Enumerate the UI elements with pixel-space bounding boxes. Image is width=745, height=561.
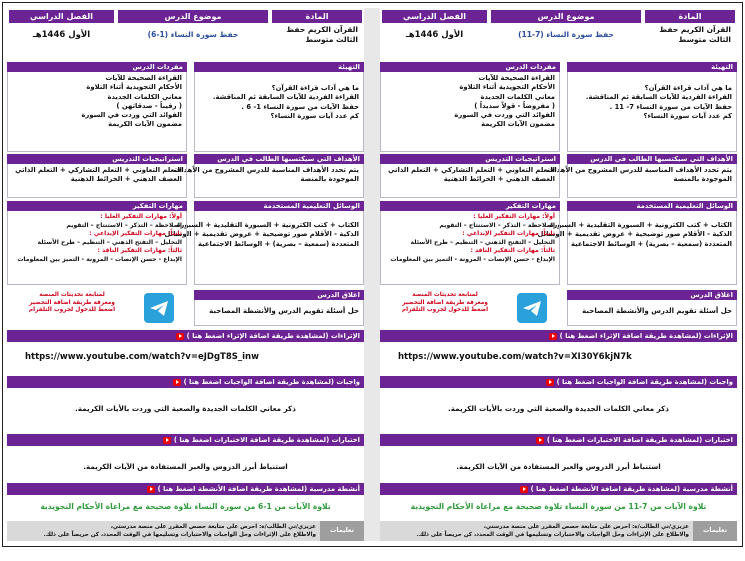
activities-text: تلاوة الآيات من 1-6 من سورة النساء تلاوة صحيحة مع مراعاة الأحكام التجويدية [40,502,331,511]
aids-box [537,211,737,285]
closure-title: اغلاق الدرس [194,290,364,300]
intro-line: حفظ الآيات من سورة النساء 1- 6 . [241,102,359,111]
objectives-line: يتم تحدد الأهداف المناسبة للدرس المشروح من الأهداف [546,166,732,174]
thinking-heading: ثالثاً: مهارات التفكير الناقد : [97,247,182,255]
youtube-icon[interactable] [546,379,554,386]
youtube-icon[interactable] [549,333,557,340]
enrichment-title: الإثراءات (لمشاهدة طريقة اضافة الإثراء اضغط هنا ) [186,332,360,340]
tests-title: اختبارات (لمشاهدة طريقة اضافة الاختبارات اضغط هنا ) [546,436,733,444]
topic-value: حفظ سورة النساء (7-11) [518,30,614,39]
vocab-line: معاني الكلمات الجديدة [480,92,555,101]
intro-line: القراءة الفردية للآيات السابقة ثم المناقشة. [212,93,359,102]
telegram-note-line: ومعرفة طريقة اضافة التحضير [29,299,115,306]
thinking-heading: أولاً: مهارات التفكير العليا : [473,213,555,220]
activities-text: تلاوة الآيات من 7-11 من سورة النساء تلاوة صحيحة مع مراعاة الأحكام التجويدية [410,502,707,511]
teacher-instructions-line: والاطلاع على الإثراءات وحل الواجبات والاختبارات وتسليمها في الوقت المحدد، كن حريصاً على ذلك. [43,532,316,538]
telegram-icon[interactable] [144,293,174,323]
teacher-instructions-line: عزيزي/تي الطالب/ة: احرص على متابعة حصص المقرر على منصة مدرستي، [110,524,316,530]
telegram-note-line: ومعرفة طريقة اضافة التحضير [402,299,488,306]
lesson-plan-page-1 [7,8,364,554]
closure-text: حل أسئلة تقويم الدرس والأنشطة المصاحبة [582,307,732,315]
intro-line: حفظ الآيات من سورة النساء 7- 11 . [609,102,732,111]
aids-title: الوسائل التعليمية المستخدمة [567,201,737,211]
aids-line: المتعددة (سمعية – بصرية) + الوسائط الاجتماعية [570,239,732,248]
thinking-heading: أولاً: مهارات التفكير العليا : [100,213,182,220]
strategies-box [7,164,187,198]
aids-box [164,211,364,285]
homework-bar[interactable] [7,376,364,388]
tests-bar[interactable] [380,434,737,446]
closure-box [567,300,737,326]
subject-header: المادة [645,10,735,23]
objectives-title: الأهداف التي سيكتسبها الطالب في الدرس [567,154,737,164]
thinking-line: الملاحظة – التذكر – الاستنتاج – التقويم [66,221,182,229]
thinking-line: الإبداع - حسن الإنصات - المرونة - التميز بين المعلومات [390,255,555,263]
semester-header: الفصل الدراسي [9,10,114,23]
subject-value: القرآن الكريم حفظ الثالث متوسط [286,25,358,44]
teacher-instructions-label: تعليمات المعلم/ة [693,521,737,541]
vocab-line: الفوائد التي وردت في السورة [81,111,182,120]
teacher-instructions-label: تعليمات المعلم/ة [320,521,364,541]
homework-text: ذكر معاني الكلمات الجديدة والصعبة التي وردت بالأيات الكريمة. [448,404,669,413]
thinking-line: التحليل – التفتح الذهني – التنظيم – طرح الأسئلة [410,238,555,246]
telegram-icon[interactable] [517,293,547,323]
teacher-instructions-text [16,523,316,539]
vocab-line: القراءة الصحيحة للآيات [105,74,182,82]
vocab-line: ( رقيباً - صدقاتهن ) [116,101,182,110]
aids-line: الذكية - الأقلام صور توضيحية + عروض تقديمية + الوسائل [537,230,732,239]
telegram-note-line: اضغط للدخول لجروب التلقرام [28,307,116,313]
thinking-line: الملاحظة – التذكر – الاستنتاج – التقويم [439,221,555,229]
thinking-title: مهارات التفكير [7,201,187,211]
vocab-line: معاني الكلمات الجديدة [107,92,182,101]
semester-value: الأول 1446هـ [405,30,464,40]
tests-text: استنباط أبرز الدروس والعبر المستفادة من الآيات الكريمة. [83,462,288,471]
vocab-title: مفردات الدرس [380,62,560,72]
intro-title: التهيئة [567,62,737,72]
aids-title: الوسائل التعليمية المستخدمة [194,201,364,211]
teacher-instructions-line: عزيزي/تي الطالب/ة: احرص على متابعة حصص المقرر على منصة مدرستي، [483,524,689,530]
objectives-line: الموجودة بالمنصة [300,175,359,184]
tests-title: اختبارات (لمشاهدة طريقة اضافة الاختبارات اضغط هنا ) [173,436,360,444]
thinking-title: مهارات التفكير [380,201,560,211]
youtube-icon[interactable] [176,333,184,340]
strategies-title: استراتيجيات التدريس [380,154,560,164]
thinking-box [7,211,187,285]
activities-title: أنشطة مدرسية (لمشاهدة طريقة اضافة الأنشطة اضغط هنا ) [530,485,733,493]
youtube-icon[interactable] [520,486,528,493]
strategies-line: العصف الذهني + الخرائط الذهنية [70,175,182,184]
vocab-title: مفردات الدرس [7,62,187,72]
thinking-line: التحليل – التفتح الذهني – التنظيم – طرح الأسئلة [37,238,182,246]
aids-line: المتعددة (سمعية – بصرية) + الوسائط الاجتماعية [197,239,359,248]
enrichment-title: الإثراءات (لمشاهدة طريقة اضافة الإثراء اضغط هنا ) [559,332,733,340]
topic-value: حفظ سورة النساء (1-6) [147,30,239,39]
intro-box [567,72,737,152]
homework-title: واجبات (لمشاهدة طريقة اضافة الواجبات اضغط هنا ) [183,378,360,386]
closure-box [194,300,364,326]
telegram-note-line: لمتابعة تحديثات المنصة [39,292,105,298]
vocab-line: الفوائد التي وردت في السورة [454,111,555,120]
intro-line: كم عدد آيات سورة النساء؟ [643,111,732,120]
tests-bar[interactable] [7,434,364,446]
thinking-line: الإبداع - حسن الإنصات - المرونة - التميز بين المعلومات [17,255,182,263]
vocab-line: الأحكام التجويدية أثناء التلاوة [459,83,555,92]
telegram-note[interactable] [12,292,132,315]
aids-line: الكتاب + كتب الكترونية + السبورة التقليدية + السبورة [549,221,732,229]
thinking-heading: ثانياً: مهارات التفكير الإبداعي : [462,230,555,238]
enrichment-link[interactable]: https://www.youtube.com/watch?v=XI30Y6kjN7k [398,352,632,362]
strategies-title: استراتيجيات التدريس [7,154,187,164]
semester-value: الأول 1446هـ [32,30,91,40]
topic-header: موضوع الدرس [491,10,641,23]
semester-header: الفصل الدراسي [382,10,487,23]
page-gap [364,8,380,541]
topic-header: موضوع الدرس [118,10,268,23]
intro-line: كم عدد آيات سورة النساء؟ [270,111,359,120]
objectives-box [546,164,737,198]
telegram-note-line: اضغط للدخول لجروب التلقرام [401,307,489,313]
vocab-box [380,72,560,152]
vocab-line: مضمون الآيات الكريمة [481,120,555,129]
youtube-icon[interactable] [536,437,544,444]
homework-title: واجبات (لمشاهدة طريقة اضافة الواجبات اضغط هنا ) [556,378,733,386]
telegram-note-line: لمتابعة تحديثات المنصة [412,292,478,298]
thinking-heading: ثالثاً: مهارات التفكير الناقد : [470,247,555,255]
teacher-instructions-line: والاطلاع على الإثراءات وحل الواجبات والاختبارات وتسليمها في الوقت المحدد، كن حريصاً على ذلك. [416,532,689,538]
vocab-line: القراءة الصحيحة للآيات [478,74,555,82]
enrichment-bar[interactable] [380,330,737,342]
aids-line: الذكية - الأقلام صور توضيحية + عروض تقديمية + الوسائل [164,230,359,239]
youtube-icon[interactable] [147,486,155,493]
vocab-line: مضمون الآيات الكريمة [108,120,182,129]
intro-line: ما هي آداب قراءة القرآن؟ [644,84,732,92]
telegram-note[interactable] [385,292,505,315]
youtube-icon[interactable] [163,437,171,444]
intro-line: القراءة الفردية للآيات السابقة ثم المناقشة. [585,93,732,102]
closure-title: اغلاق الدرس [567,290,737,300]
thinking-box [380,211,560,285]
thinking-heading: ثانياً: مهارات التفكير الإبداعي : [89,230,182,238]
strategies-line: العصف الذهني + الخرائط الذهنية [443,175,555,184]
activities-bar[interactable] [7,483,364,495]
teacher-instructions-text [389,523,689,539]
strategies-line: التعلم التعاوني + التعلم التشاركي + التعلم الذاتي [388,166,555,174]
subject-header: المادة [272,10,362,23]
aids-line: الكتاب + كتب الكترونية + السبورة التقليدية + السبورة [176,221,359,229]
enrichment-bar[interactable] [7,330,364,342]
strategies-line: التعلم التعاوني + التعلم التشاركي + التعلم الذاتي [15,166,182,174]
tests-text: استنباط أبرز الدروس والعبر المستفادة من الآيات الكريمة. [456,462,661,471]
subject-value: القرآن الكريم حفظ الثالث متوسط [659,25,731,44]
homework-text: ذكر معاني الكلمات الجديدة والصعبة التي وردت بالأيات الكريمة. [75,404,296,413]
youtube-icon[interactable] [173,379,181,386]
vocab-line: الأحكام التجويدية أثناء التلاوة [86,83,182,92]
objectives-line: الموجودة بالمنصة [673,175,732,184]
activities-bar[interactable] [380,483,737,495]
vocab-box [7,72,187,152]
teacher-instructions [380,521,737,554]
intro-box [194,72,364,152]
objectives-box [173,164,364,198]
vocab-line: ( مفروضاً - قولاً سديداً ) [474,101,555,110]
objectives-line: يتم تحدد الأهداف المناسبة للدرس المشروح من الأهداف [173,166,359,174]
teacher-instructions [7,521,364,554]
homework-bar[interactable] [380,376,737,388]
lesson-plan-page-2 [380,8,737,554]
activities-title: أنشطة مدرسية (لمشاهدة طريقة اضافة الأنشطة اضغط هنا ) [157,485,360,493]
strategies-box [380,164,560,198]
enrichment-link[interactable]: https://www.youtube.com/watch?v=eJDgT8S_inw [25,352,259,362]
intro-title: التهيئة [194,62,364,72]
closure-text: حل أسئلة تقويم الدرس والأنشطة المصاحبة [209,307,359,315]
objectives-title: الأهداف التي سيكتسبها الطالب في الدرس [194,154,364,164]
intro-line: ما هي آداب قراءة القرآن؟ [271,84,359,92]
